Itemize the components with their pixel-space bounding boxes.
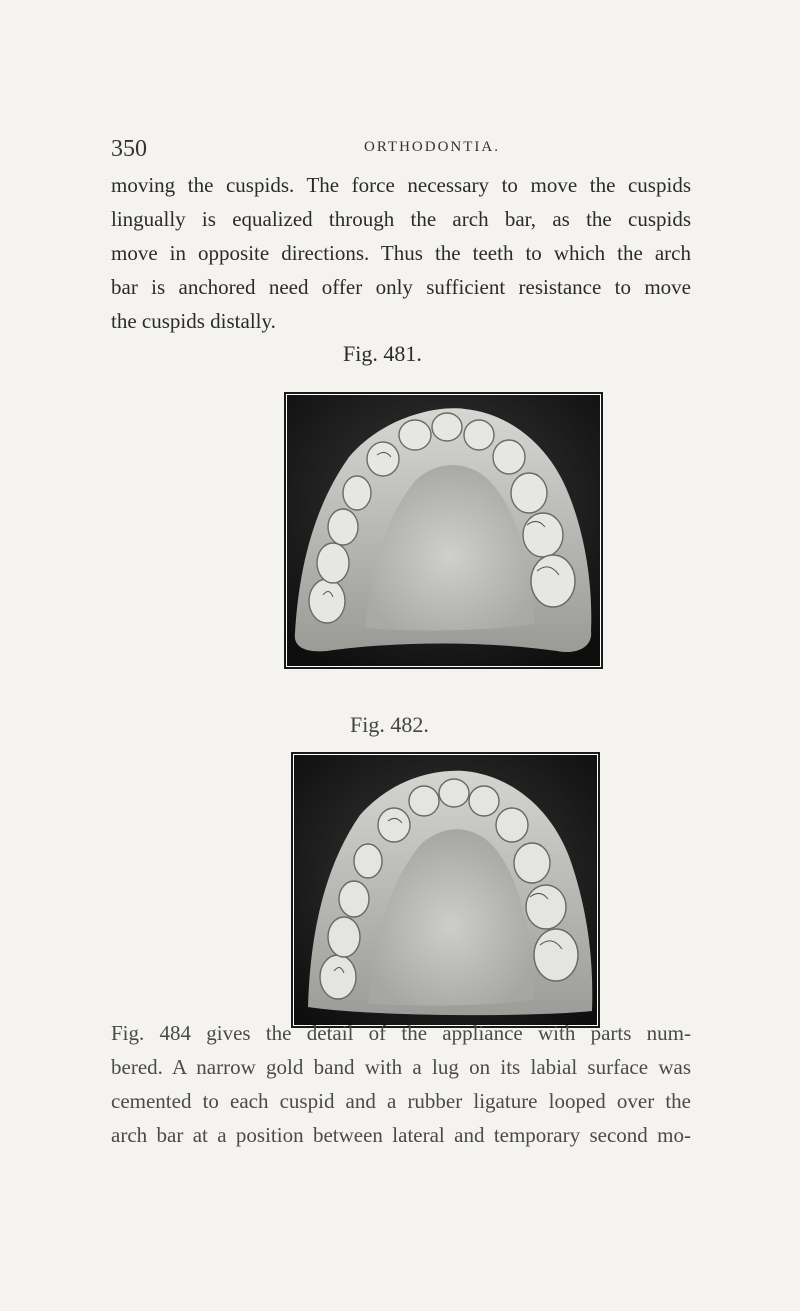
text-line: arch bar at a position between lateral and temporary second mo-: [111, 1123, 691, 1147]
paragraph-bottom: [111, 1016, 691, 1152]
paragraph-top: [111, 168, 691, 338]
figure-481-caption: Fig. 481.: [343, 341, 422, 366]
page-number: 350: [111, 136, 147, 162]
text-line: the cuspids distally.: [111, 309, 276, 333]
text-line: moving the cuspids. The force necessary to move the cuspids: [111, 173, 691, 197]
text-line: move in opposite directions. Thus the teeth to which the arch: [111, 241, 691, 265]
text-line: bar is anchored need offer only sufficient resistance to move: [111, 275, 691, 299]
running-head: ORTHODONTIA.: [364, 139, 501, 155]
text-line: lingually is equalized through the arch bar, as the cuspids: [111, 207, 691, 231]
figure-482-caption: Fig. 482.: [350, 712, 429, 737]
text-line: bered. A narrow gold band with a lug on its labial surface was: [111, 1055, 691, 1079]
figure-482-dental-cast-photo: [293, 754, 598, 1026]
figure-481-dental-cast-photo: [286, 394, 601, 667]
text-line: Fig. 484 gives the detail of the appliance with parts num-: [111, 1021, 691, 1045]
text-line: cemented to each cuspid and a rubber ligature looped over the: [111, 1089, 691, 1113]
